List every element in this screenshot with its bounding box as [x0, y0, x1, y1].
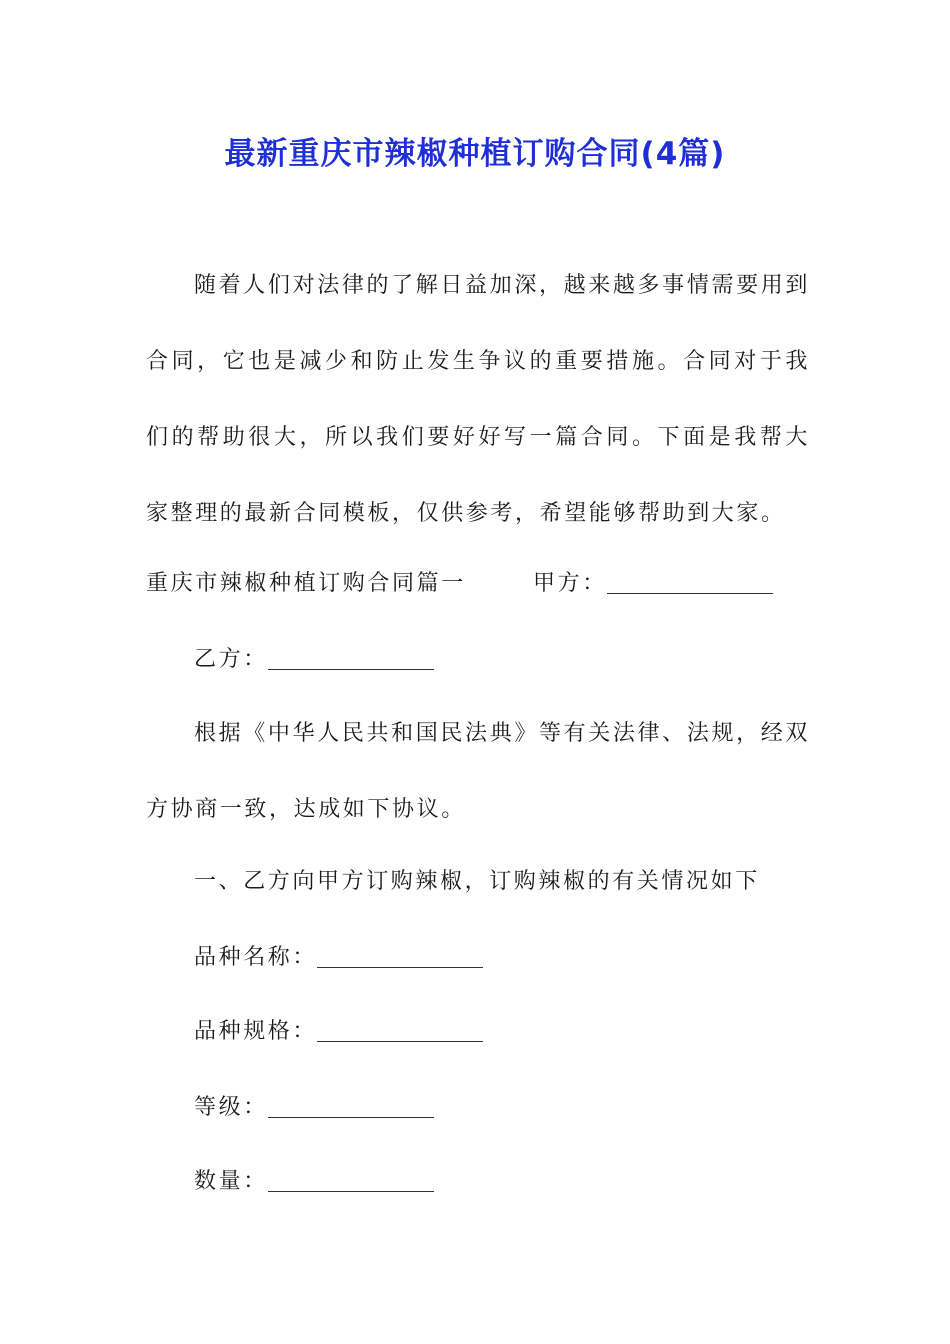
variety-name-label: 品种名称： [194, 945, 318, 970]
variety-name-blank [317, 941, 483, 968]
variety-name-line [194, 938, 483, 978]
quantity-label: 数量： [194, 1169, 268, 1194]
party-a-blank [607, 567, 773, 594]
quantity-line [194, 1162, 434, 1202]
clause-1: 一、乙方向甲方订购辣椒，订购辣椒的有关情况如下 [194, 869, 760, 894]
basis-paragraph: 根据《中华人民共和国民法典》等有关法律、法规，经双方协商一致，达成如下协议。 [146, 721, 810, 822]
variety-spec-line [194, 1012, 483, 1052]
party-b-blank [268, 643, 434, 670]
variety-spec-blank [317, 1015, 483, 1042]
party-b-label: 乙方： [194, 647, 268, 672]
quantity-blank [268, 1165, 434, 1192]
party-b-line [194, 640, 434, 680]
variety-spec-label: 品种规格： [194, 1019, 318, 1044]
party-a-label: 甲方： [533, 571, 607, 596]
grade-line [194, 1088, 434, 1128]
intro-paragraph: 随着人们对法律的了解日益加深，越来越多事情需要用到合同，它也是减少和防止发生争议的重要措施。合同对于我们的帮助很大，所以我们要好好写一篇合同。下面是我帮大家整理的最新合同模板，仅供参考，希望能够帮助到大家。 [146, 273, 810, 526]
section-heading: 重庆市辣椒种植订购合同篇一 [146, 571, 466, 596]
document-title: 最新重庆市辣椒种植订购合同(4篇) [224, 136, 726, 172]
section-heading-line [146, 564, 773, 604]
grade-blank [268, 1091, 434, 1118]
grade-label: 等级： [194, 1095, 268, 1120]
